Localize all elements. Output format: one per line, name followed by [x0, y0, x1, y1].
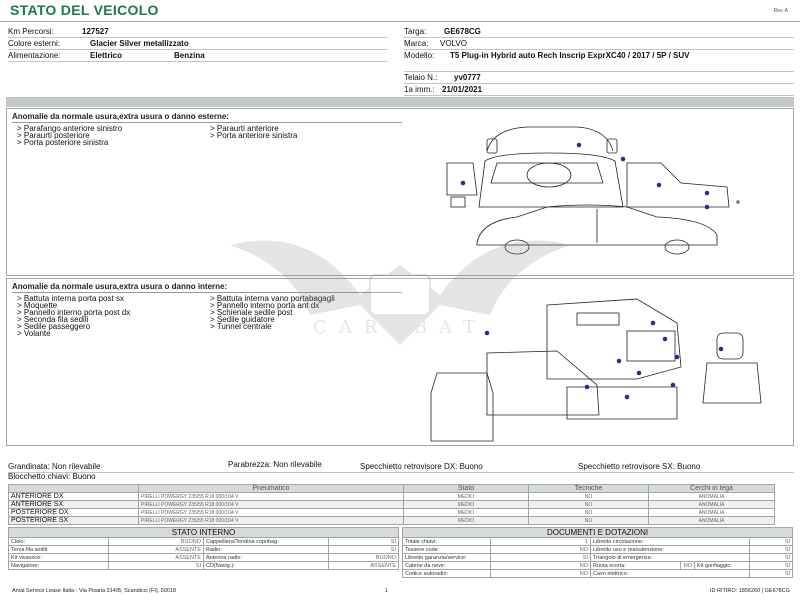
hail-status: Grandinata: Non rilevabile: [8, 462, 101, 471]
tyre-state: MEDIO: [404, 501, 529, 509]
color-value: Glacier Silver metallizzato: [90, 39, 189, 48]
damage-marker: [705, 205, 710, 210]
color-label: Colore esterni:: [8, 39, 61, 48]
damage-marker: [577, 143, 582, 148]
marker: [737, 201, 739, 203]
damage-item: > Volante: [17, 329, 51, 338]
tyre-technical: NO: [529, 501, 649, 509]
damage-marker: [663, 337, 668, 342]
field-label: Radio:: [204, 546, 329, 554]
vehicle-info-left: [8, 26, 388, 62]
car-wheel-left: [451, 197, 465, 207]
damage-item: > Tunnel centrale: [210, 322, 272, 331]
field-label: Cavo elettrico:: [591, 570, 750, 578]
field-label: Triangolo di emergenza:: [591, 554, 750, 562]
tyre-position: ANTERIORE SX: [9, 501, 139, 509]
interior-rear-seats: [567, 387, 677, 419]
field-value: SI: [329, 546, 399, 554]
registration-row: [404, 84, 794, 96]
tyre-position: POSTERIORE DX: [9, 509, 139, 517]
field-label: Kit gonfiaggio:: [695, 562, 750, 570]
car-left-side: [447, 163, 477, 195]
tyres-table: [8, 484, 775, 525]
field-label: Ruota scorta:: [591, 562, 681, 570]
damage-marker: [637, 371, 642, 376]
windshield-status: Parabrezza: Non rilevabile: [228, 460, 322, 469]
tyre-technical: NO: [529, 517, 649, 525]
table-row: [9, 538, 399, 546]
car-rear-outline: [627, 163, 729, 207]
table-row: [9, 509, 775, 517]
model-row: [404, 50, 794, 72]
chassis-value: yv0777: [454, 73, 481, 82]
field-label: Antenna radio:: [204, 554, 329, 562]
watermark-text: CARSBAT: [313, 317, 487, 338]
page-title: STATO DEL VEICOLO: [10, 2, 159, 18]
field-value: SI: [750, 546, 793, 554]
tyre-state: MEDIO: [404, 493, 529, 501]
documents-title: DOCUMENTI E DOTAZIONI: [403, 528, 793, 538]
footer-pickup-id: ID RITIRO: 1856260 | GE678CG: [710, 588, 790, 594]
km-label: Km Percorsi:: [8, 27, 54, 36]
fuel-label: Alimentazione:: [8, 51, 61, 60]
table-header: Stato: [404, 485, 529, 493]
table-header-row: [9, 485, 775, 493]
steering-wheel-icon: [717, 333, 743, 359]
brand-value: VOLVO: [440, 39, 467, 48]
tyre-description: PIRELLI POWERGY 235/55 R18 000/104 V: [139, 501, 404, 509]
tyre-state: MEDIO: [404, 509, 529, 517]
interior-status-title: STATO INTERNO: [9, 528, 399, 538]
interior-trunk: [703, 363, 761, 403]
field-value: ASSENTE: [109, 554, 204, 562]
damage-item: > Battuta interna porta post sx: [17, 294, 124, 303]
table-row: [403, 538, 793, 546]
field-label: Codice autoradio:: [403, 570, 491, 578]
model-value: T5 Plug-in Hybrid auto Rech Inscrip ExprXC40 / 2017 / 5P / SUV: [450, 51, 690, 60]
damage-item: > Paraurti posteriore: [17, 131, 90, 140]
field-label: Terza fila sedili:: [9, 546, 109, 554]
field-value: SI: [750, 570, 793, 578]
documents-table: [402, 527, 793, 578]
field-value: SI: [109, 562, 204, 570]
chassis-label: Telaio N.:: [404, 73, 438, 82]
damage-marker: [651, 321, 656, 326]
field-value: ASSENTE: [329, 562, 399, 570]
field-value: 1: [491, 538, 591, 546]
tyre-position: POSTERIORE SX: [9, 517, 139, 525]
external-damage-list-1: [17, 125, 122, 146]
car-roof-outline: [487, 127, 613, 151]
field-label: Libretto garanzia/service:: [403, 554, 491, 562]
damage-item: > Sedile passeggero: [17, 322, 91, 331]
damage-item: > Porta anteriore sinistra: [210, 131, 298, 140]
field-value: SI: [750, 562, 793, 570]
table-row: [403, 546, 793, 554]
field-value: NO: [491, 570, 591, 578]
table-header: [9, 485, 139, 493]
section-band: [6, 97, 794, 107]
damage-item: > Parafango anteriore sinistro: [17, 124, 123, 133]
table-row: [9, 546, 399, 554]
fuel-value-2: Benzina: [174, 51, 205, 60]
interior-seats: [627, 331, 675, 361]
field-label: Navigatore:: [9, 562, 109, 570]
km-row: [8, 26, 388, 38]
table-row: [403, 570, 793, 578]
table-header: Tecniche: [529, 485, 649, 493]
external-damage-list-2: [210, 125, 297, 139]
field-value: SI: [750, 538, 793, 546]
summary-divider: [8, 472, 794, 473]
key-lock-status: Blocchetto chiavi: Buono: [8, 472, 96, 481]
footer-page-number: 1: [385, 588, 389, 594]
color-row: [8, 38, 388, 50]
damage-marker: [461, 181, 466, 186]
field-value: NO: [491, 562, 591, 570]
fuel-row: [8, 50, 388, 62]
plate-label: Targa:: [404, 27, 427, 36]
revision-label: Rev. A: [773, 8, 788, 14]
car-rear-wheel: [665, 240, 689, 254]
vehicle-info-right: [404, 26, 794, 96]
field-label: Libretto circolazione:: [591, 538, 750, 546]
damage-marker: [617, 359, 622, 364]
table-row: [9, 493, 775, 501]
field-label: Cappelliera/Tendina copribag:: [204, 538, 329, 546]
fuel-value: Elettrico: [90, 51, 123, 60]
brand-row: [404, 38, 794, 50]
damage-item: > Sedile guidatore: [210, 315, 275, 324]
external-damage-title: Anomalie da normale usura,extra usura o danno esterne:: [12, 112, 229, 121]
mirror-right-status: Specchietto retrovisore DX: Buono: [360, 462, 483, 471]
damage-item: > Porta posteriore sinistra: [17, 138, 109, 147]
interior-door-panel: [431, 373, 493, 441]
field-label: Tessere code:: [403, 546, 491, 554]
field-label: Totale chiavi:: [403, 538, 491, 546]
car-front-outline: [479, 153, 623, 207]
damage-item: > Battuta interna vano portabagagli: [210, 294, 335, 303]
damage-marker: [657, 183, 662, 188]
field-value: SI: [750, 554, 793, 562]
field-label: Catene da neve:: [403, 562, 491, 570]
field-value: BUONO: [109, 538, 204, 546]
damage-item: > Schienale sedile post: [210, 308, 293, 317]
internal-damage-title: Anomalie da normale usura,extra usura o danno interne:: [12, 282, 228, 291]
footer-address: Arval Service Lease Italia - Via Pisana 314/B, Scandicci (FI), 50018: [12, 588, 177, 594]
tyre-rim: ANOMALIA: [649, 517, 775, 525]
field-value: ASSENTE: [109, 546, 204, 554]
field-value: SI: [329, 538, 399, 546]
field-label: CD(Navig.):: [204, 562, 329, 570]
damage-item: > Paraurti anteriore: [210, 124, 279, 133]
field-value: BUONO: [329, 554, 399, 562]
tyre-description: PIRELLI POWERGY 235/55 R18 000/104 V: [139, 509, 404, 517]
table-row: [403, 554, 793, 562]
tyre-description: PIRELLI POWERGY 235/55 R18 000/104 V: [139, 517, 404, 525]
damage-item: > Seconda fila sedili: [17, 315, 89, 324]
tyre-description: PIRELLI POWERGY 235/55 R18 000/104 V: [139, 493, 404, 501]
field-value: NO: [491, 546, 591, 554]
mirror-left-status: Specchietto retrovisore SX: Buono: [578, 462, 701, 471]
table-header: Cerchi in lega: [649, 485, 775, 493]
damage-item: > Pannello interno porta ant dx: [210, 301, 320, 310]
field-value: NO: [681, 562, 695, 570]
km-value: 127527: [82, 27, 109, 36]
damage-item: > Pannello interno porta post dx: [17, 308, 131, 317]
internal-damage-list-1: [17, 295, 130, 337]
external-damage-rule: [12, 122, 402, 123]
chassis-row: [404, 72, 794, 84]
damage-item: > Moquette: [17, 301, 58, 310]
carsbat-watermark-logo: [210, 225, 590, 355]
table-header: Pneumatico: [139, 485, 404, 493]
tyre-state: MEDIO: [404, 517, 529, 525]
field-label: Libretto uso e manutenzione:: [591, 546, 750, 554]
table-row: [9, 517, 775, 525]
interior-status-table: [8, 527, 399, 570]
damage-marker: [671, 383, 676, 388]
damage-marker: [719, 347, 724, 352]
table-row: [403, 562, 793, 570]
registration-label: 1a imm.:: [404, 85, 435, 94]
car-windshield: [491, 163, 603, 183]
damage-marker: [675, 355, 680, 360]
table-row: [9, 562, 399, 570]
table-title-row: [403, 528, 793, 538]
tyre-rim: ANOMALIA: [649, 493, 775, 501]
tyre-rim: ANOMALIA: [649, 501, 775, 509]
brand-label: Marca:: [404, 39, 429, 48]
damage-marker: [621, 157, 626, 162]
table-title-row: [9, 528, 399, 538]
tyre-rim: ANOMALIA: [649, 509, 775, 517]
tyre-technical: NO: [529, 509, 649, 517]
damage-marker: [585, 385, 590, 390]
table-row: [9, 501, 775, 509]
interior-side-outline: [487, 351, 599, 415]
damage-marker: [625, 395, 630, 400]
field-label: Cielo:: [9, 538, 109, 546]
field-value: SI: [491, 554, 591, 562]
registration-value: 21/01/2021: [442, 85, 483, 94]
field-label: Kit vivavoce:: [9, 554, 109, 562]
model-label: Modello:: [404, 51, 435, 60]
damage-marker: [705, 191, 710, 196]
tyre-position: ANTERIORE DX: [9, 493, 139, 501]
title-divider: [0, 21, 800, 22]
tyre-technical: NO: [529, 493, 649, 501]
car-shield-shape: [370, 275, 430, 315]
plate-row: [404, 26, 794, 38]
table-row: [9, 554, 399, 562]
plate-value: GE678CG: [444, 27, 481, 36]
